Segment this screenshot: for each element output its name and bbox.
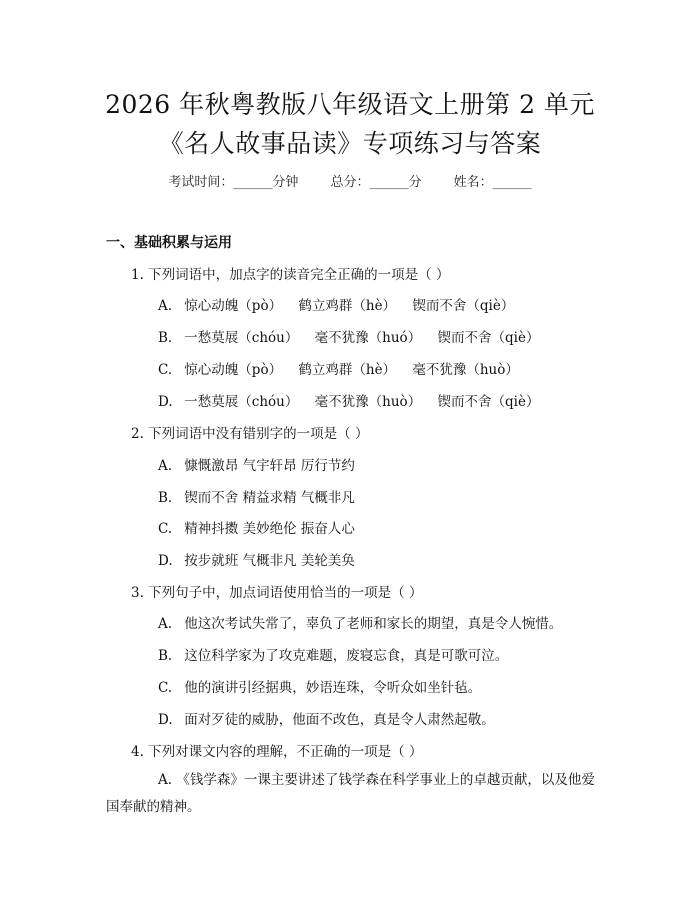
document-title-line-1: 2026 年秋粤教版八年级语文上册第 2 单元 xyxy=(105,90,595,119)
option-label: C. xyxy=(158,521,173,537)
question-2-option-d xyxy=(158,549,355,569)
option-word: 惊心动魄（pò） xyxy=(184,298,283,314)
option-text: 他的演讲引经据典，妙语连珠，令听众如坐针毡。 xyxy=(184,680,482,696)
question-4-stem: 4. 下列对课文内容的理解，不正确的一项是（ ） xyxy=(131,744,423,760)
option-label: D. xyxy=(158,553,173,569)
question-3-option-b xyxy=(158,644,508,664)
option-label: A. xyxy=(158,298,173,314)
option-word: 毫不犹豫（huó） xyxy=(314,330,422,346)
option-text: 精神抖擞 美妙绝伦 振奋人心 xyxy=(184,521,355,537)
question-3-option-a xyxy=(158,612,562,632)
question-2-option-c xyxy=(158,517,355,537)
option-label: A. xyxy=(158,616,173,632)
question-1-option-d xyxy=(158,390,551,410)
option-label: A. xyxy=(158,772,173,788)
option-label: B. xyxy=(158,490,173,506)
option-word: 惊心动魄（pò） xyxy=(184,362,283,378)
option-label: A. xyxy=(158,458,173,474)
section-heading: 一、基础积累与运用 xyxy=(106,235,232,251)
option-word: 毫不犹豫（huò） xyxy=(412,362,519,378)
option-word: 锲而不舍（qiè） xyxy=(437,394,540,410)
option-text: 面对歹徒的威胁，他面不改色，真是令人肃然起敬。 xyxy=(184,712,495,728)
option-word: 鹤立鸡群（hè） xyxy=(298,362,397,378)
option-word: 一愁莫展（chóu） xyxy=(184,330,299,346)
option-label: D. xyxy=(158,394,173,410)
option-label: B. xyxy=(158,330,173,346)
exam-time-field: 考试时间：______分钟 xyxy=(168,175,299,190)
student-name-field: 姓名：______ xyxy=(453,175,532,190)
option-label: C. xyxy=(158,680,173,696)
option-text: 锲而不舍 精益求精 气概非凡 xyxy=(184,490,355,506)
question-3-stem: 3. 下列句子中，加点词语使用恰当的一项是（ ） xyxy=(131,585,423,601)
question-3-option-c xyxy=(158,676,481,696)
option-text: 他这次考试失常了，辜负了老师和家长的期望，真是令人惋惜。 xyxy=(184,616,563,632)
option-label: C. xyxy=(158,362,173,378)
option-label: B. xyxy=(158,648,173,664)
question-1-option-a xyxy=(158,294,526,314)
option-word: 锲而不舍（qiè） xyxy=(437,330,540,346)
option-word: 鹤立鸡群（hè） xyxy=(298,298,397,314)
question-1-stem: 1. 下列词语中，加点字的读音完全正确的一项是（ ） xyxy=(131,267,450,283)
total-score-field: 总分：______分 xyxy=(330,175,422,190)
option-text: 按步就班 气概非凡 美轮美奂 xyxy=(184,553,355,569)
question-2-option-a xyxy=(158,454,355,474)
exam-info xyxy=(0,171,700,190)
document-title-line-2: 《名人故事品读》专项练习与答案 xyxy=(158,129,542,158)
question-2-stem: 2. 下列词语中没有错别字的一项是（ ） xyxy=(131,426,369,442)
option-word: 一愁莫展（chóu） xyxy=(184,394,299,410)
question-3-option-d xyxy=(158,708,495,728)
option-word: 锲而不舍（qiè） xyxy=(412,298,515,314)
question-2-option-b xyxy=(158,486,355,506)
question-1-option-c xyxy=(158,358,531,378)
option-word: 毫不犹豫（huò） xyxy=(314,394,422,410)
option-text: 《钱学森》一课主要讲述了钱学森在科学事业上的卓越贡献，以及他爱国奉献的精神。 xyxy=(106,772,595,815)
option-label: D. xyxy=(158,712,173,728)
question-1-option-b xyxy=(158,326,551,346)
option-text: 慷慨激昂 气宇轩昂 厉行节约 xyxy=(184,458,355,474)
question-4-option-a xyxy=(106,767,606,821)
option-text: 这位科学家为了攻克难题，废寝忘食，真是可歌可泣。 xyxy=(184,648,509,664)
